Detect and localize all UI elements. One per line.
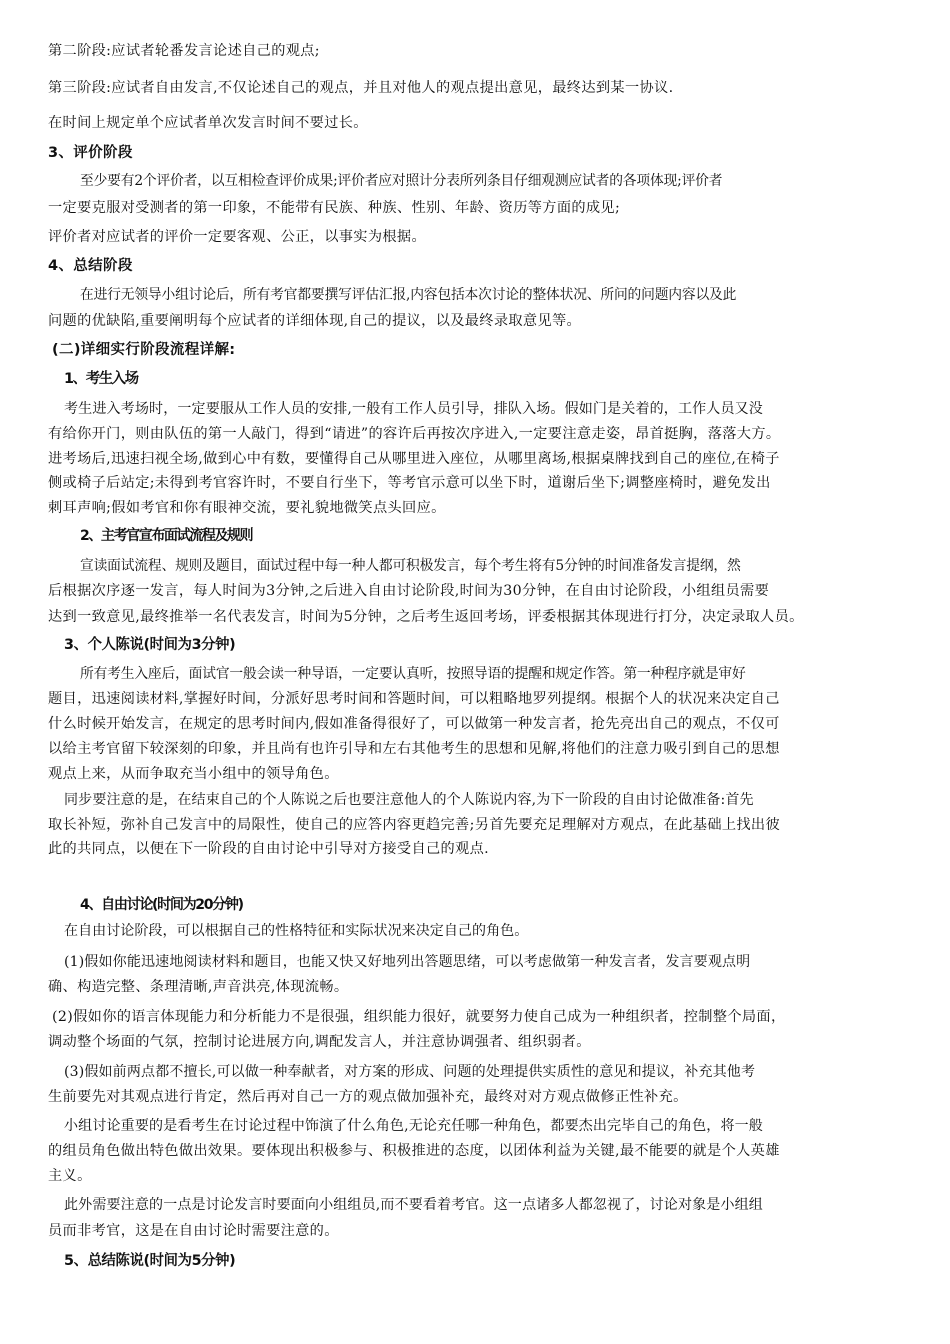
paragraph-line: 员而非考官，这是在自由讨论时需要注意的。: [48, 1223, 339, 1239]
paragraph-line: 刺耳声响;假如考官和你有眼神交流，要礼貌地微笑点头回应。: [48, 500, 446, 516]
paragraph-line: 此的共同点，以便在下一阶段的自由讨论中引导对方接受自己的观点.: [48, 841, 489, 857]
paragraph-line: 小组讨论重要的是看考生在讨论过程中饰演了什么角色,无论充任哪一种角色，都要杰出完毕自己的角色，将一般: [64, 1118, 763, 1134]
paragraph-line: (2)假如你的语言体现能力和分析能力不是很强，组织能力很好，就要努力使自己成为一种组织者，控制整个局面，: [52, 1009, 786, 1025]
section-heading: 3、评价阶段: [48, 145, 133, 161]
paragraph-line: 在时间上规定单个应试者单次发言时间不要过长。: [48, 115, 368, 131]
paragraph-line: 主义。: [48, 1168, 92, 1184]
paragraph-line: 侧或椅子后站定;未得到考官容许时，不要自行坐下，等考官示意可以坐下时，道谢后坐下;调整座椅时，避免发出: [48, 475, 771, 491]
paragraph-line: 后根据次序逐一发言，每人时间为3分钟,之后进入自由讨论阶段,时间为30分钟，在自由讨论阶段，小组组员需要: [48, 583, 770, 599]
paragraph-line: 此外需要注意的一点是讨论发言时要面向小组组员,而不要看着考官。这一点诸多人都忽视了，讨论对象是小组组: [64, 1197, 763, 1213]
paragraph-line: 取长补短，弥补自己发言中的局限性，使自己的应答内容更趋完善;另首先要充足理解对方观点，在此基础上找出彼: [48, 817, 781, 833]
paragraph-line: 一定要克服对受测者的第一印象，不能带有民族、种族、性别、年龄、资历等方面的成见;: [48, 200, 621, 216]
paragraph-line: 有给你开门，则由队伍的第一人敲门，得到“请进”的容许后再按次序进入,一定要注意走姿，昂首挺胸，落落大方。: [48, 426, 781, 442]
paragraph-line: 题目，迅速阅读材料,掌握好时间，分派好思考时间和答题时间，可以粗略地罗列提纲。根据个人的状况来决定自己: [48, 691, 780, 707]
paragraph-line: 的组员角色做出特色做出效果。要体现出积极参与、积极推进的态度，以团体利益为关键,最不能要的就是个人英雄: [48, 1143, 780, 1159]
paragraph-line: 在进行无领导小组讨论后，所有考官都要撰写评估汇报,内容包括本次讨论的整体状况、所问的问题内容以及此: [80, 287, 737, 303]
subsection-heading: 3、个人陈说(时间为3分钟): [64, 637, 236, 653]
paragraph-line: 问题的优缺陷,重要阐明每个应试者的详细体现,自己的提议，以及最终录取意见等。: [48, 313, 582, 329]
paragraph-line: 至少要有2个评价者，以互相检查评价成果;评价者应对照计分表所列条目仔细观测应试者的各项体现;评价者: [80, 173, 723, 189]
paragraph-line: 达到一致意见,最终推举一名代表发言，时间为5分钟，之后考生返回考场，评委根据其体现进行打分，决定录取人员。: [48, 609, 804, 625]
subsection-heading: 2、主考官宣布面试流程及规则: [80, 528, 253, 544]
paragraph-line: 以给主考官留下较深刻的印象，并且尚有也许引导和左右其他考生的思想和见解,将他们的注意力吸引到自己的思想: [48, 741, 780, 757]
paragraph-line: 进考场后,迅速扫视全场,做到心中有数，要懂得自己从哪里进入座位，从哪里离场,根据桌牌找到自己的座位,在椅子: [48, 451, 780, 467]
paragraph-line: 评价者对应试者的评价一定要客观、公正，以事实为根据。: [48, 229, 426, 245]
subsection-heading: 4、自由讨论(时间为20分钟): [80, 897, 243, 913]
paragraph-line: 同步要注意的是，在结束自己的个人陈说之后也要注意他人的个人陈说内容,为下一阶段的自由讨论做准备:首先: [64, 792, 754, 808]
section-heading: 4、总结阶段: [48, 258, 133, 274]
paragraph-line: 考生进入考场时，一定要服从工作人员的安排,一般有工作人员引导，排队入场。假如门是关着的，工作人员又没: [64, 401, 763, 417]
paragraph-line: 生前要先对其观点进行肯定，然后再对自己一方的观点做加强补充，最终对对方观点做修正性补充。: [48, 1089, 688, 1105]
paragraph-line: (3)假如前两点都不擅长,可以做一种奉献者，对方案的形成、问题的处理提供实质性的意见和提议，补充其他考: [64, 1064, 756, 1080]
paragraph-line: 第二阶段:应试者轮番发言论述自己的观点;: [48, 43, 320, 59]
section-heading: (二)详细实行阶段流程详解:: [52, 342, 236, 358]
paragraph-line: 所有考生入座后，面试官一般会读一种导语，一定要认真听，按照导语的提醒和规定作答。第一种程序就是审好: [80, 666, 746, 682]
paragraph-line: 观点上来，从而争取充当小组中的领导角色。: [48, 766, 339, 782]
paragraph-line: 在自由讨论阶段，可以根据自己的性格特征和实际状况来决定自己的角色。: [64, 923, 529, 939]
paragraph-line: 确、构造完整、条理清晰,声音洪亮,体现流畅。: [48, 979, 349, 995]
paragraph-line: 宣读面试流程、规则及题目，面试过程中每一种人都可积极发言，每个考生将有5分钟的时间准备发言提纲，然: [80, 558, 741, 574]
paragraph-line: 什么时候开始发言，在规定的思考时间内,假如准备得很好了，可以做第一种发言者，抢先亮出自己的观点，不仅可: [48, 716, 780, 732]
subsection-heading: 5、总结陈说(时间为5分钟): [64, 1253, 236, 1269]
paragraph-line: (1)假如你能迅速地阅读材料和题目，也能又快又好地列出答题思绪，可以考虑做第一种发言者，发言要观点明: [64, 954, 751, 970]
subsection-heading: 1、考生入场: [64, 371, 138, 387]
paragraph-line: 调动整个场面的气氛，控制讨论进展方向,调配发言人，并注意协调强者、组织弱者。: [48, 1034, 591, 1050]
paragraph-line: 第三阶段:应试者自由发言,不仅论述自己的观点，并且对他人的观点提出意见，最终达到某一协议.: [48, 80, 674, 96]
